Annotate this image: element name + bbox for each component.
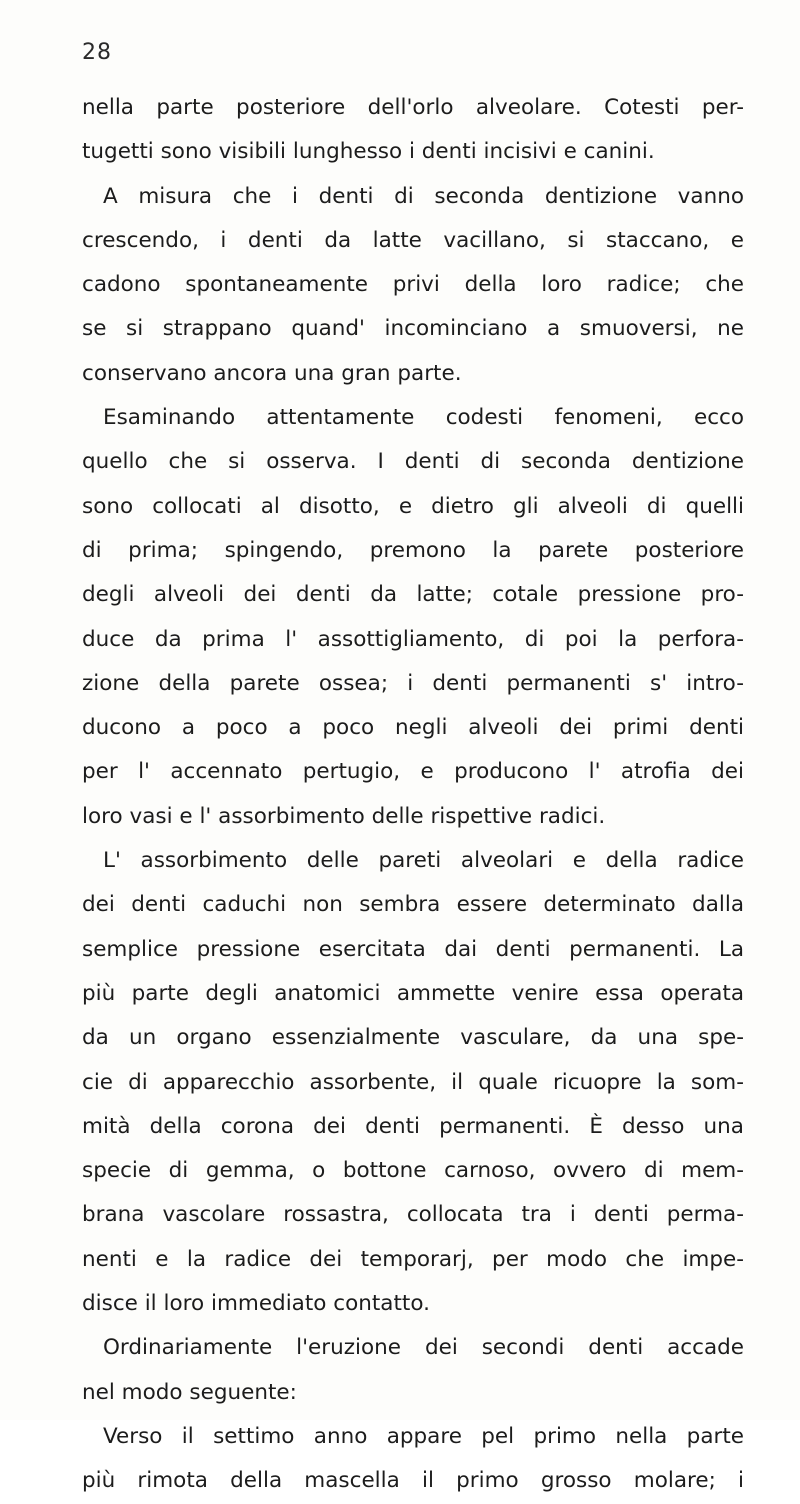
text-line: nel modo seguente: <box>82 1379 297 1405</box>
body-text <box>82 86 744 1504</box>
text-line: nenti e la radice dei temporarj, per modo che impe- <box>82 1246 744 1272</box>
text-line: per l' accennato pertugio, e producono l' atrofia dei <box>82 759 744 785</box>
text-line: semplice pressione esercitata dai denti permanenti. La <box>82 936 744 962</box>
text-line: più rimota della mascella il primo grosso molare; i <box>82 1468 744 1494</box>
text-line: di prima; spingendo, premono la parete posteriore <box>82 537 744 563</box>
text-line: più parte degli anatomici ammette venire essa operata <box>82 980 744 1006</box>
text-line: zione della parete ossea; i denti permanenti s' intro- <box>82 670 744 696</box>
text-line: dei denti caduchi non sembra essere determinato dalla <box>82 892 744 918</box>
text-line: duce da prima l' assottigliamento, di poi la perfora- <box>82 626 744 652</box>
text-line: mità della corona dei denti permanenti. È desso una <box>82 1113 744 1139</box>
text-line: tugetti sono visibili lunghesso i denti incisivi e canini. <box>82 139 655 165</box>
text-line: Ordinariamente l'eruzione dei secondi denti accade <box>103 1335 744 1361</box>
text-line: loro vasi e l' assorbimento delle rispettive radici. <box>82 803 606 829</box>
text-line: se si strappano quand' incominciano a smuoversi, ne <box>82 316 744 342</box>
text-line: L' assorbimento delle pareti alveolari e della radice <box>103 848 744 874</box>
text-line: disce il loro immediato contatto. <box>82 1291 430 1317</box>
text-line: A misura che i denti di seconda dentizione vanno <box>103 183 744 209</box>
text-line: quello che si osserva. I denti di seconda dentizione <box>82 449 744 475</box>
text-line: cie di apparecchio assorbente, il quale ricuopre la som- <box>82 1069 744 1095</box>
text-line: ducono a poco a poco negli alveoli dei primi denti <box>82 715 744 741</box>
text-line: Verso il settimo anno appare pel primo nella parte <box>103 1423 744 1449</box>
text-line: degli alveoli dei denti da latte; cotale pressione pro- <box>82 582 744 608</box>
text-line: sono collocati al disotto, e dietro gli alveoli di quelli <box>82 493 744 519</box>
text-line: nella parte posteriore dell'orlo alveolare. Cotesti per- <box>82 95 744 120</box>
text-line: brana vascolare rossastra, collocata tra i denti perma- <box>82 1202 744 1228</box>
text-line: cadono spontaneamente privi della loro radice; che <box>82 272 744 298</box>
text-line: crescendo, i denti da latte vacillano, si staccano, e <box>82 227 744 253</box>
text-line: conservano ancora una gran parte. <box>82 360 462 386</box>
text-line: da un organo essenzialmente vasculare, da una spe- <box>82 1025 744 1051</box>
page-number: 28 <box>82 40 112 65</box>
text-line: Esaminando attentamente codesti fenomeni, ecco <box>103 405 744 431</box>
text-line: specie di gemma, o bottone carnoso, ovvero di mem- <box>82 1158 744 1184</box>
